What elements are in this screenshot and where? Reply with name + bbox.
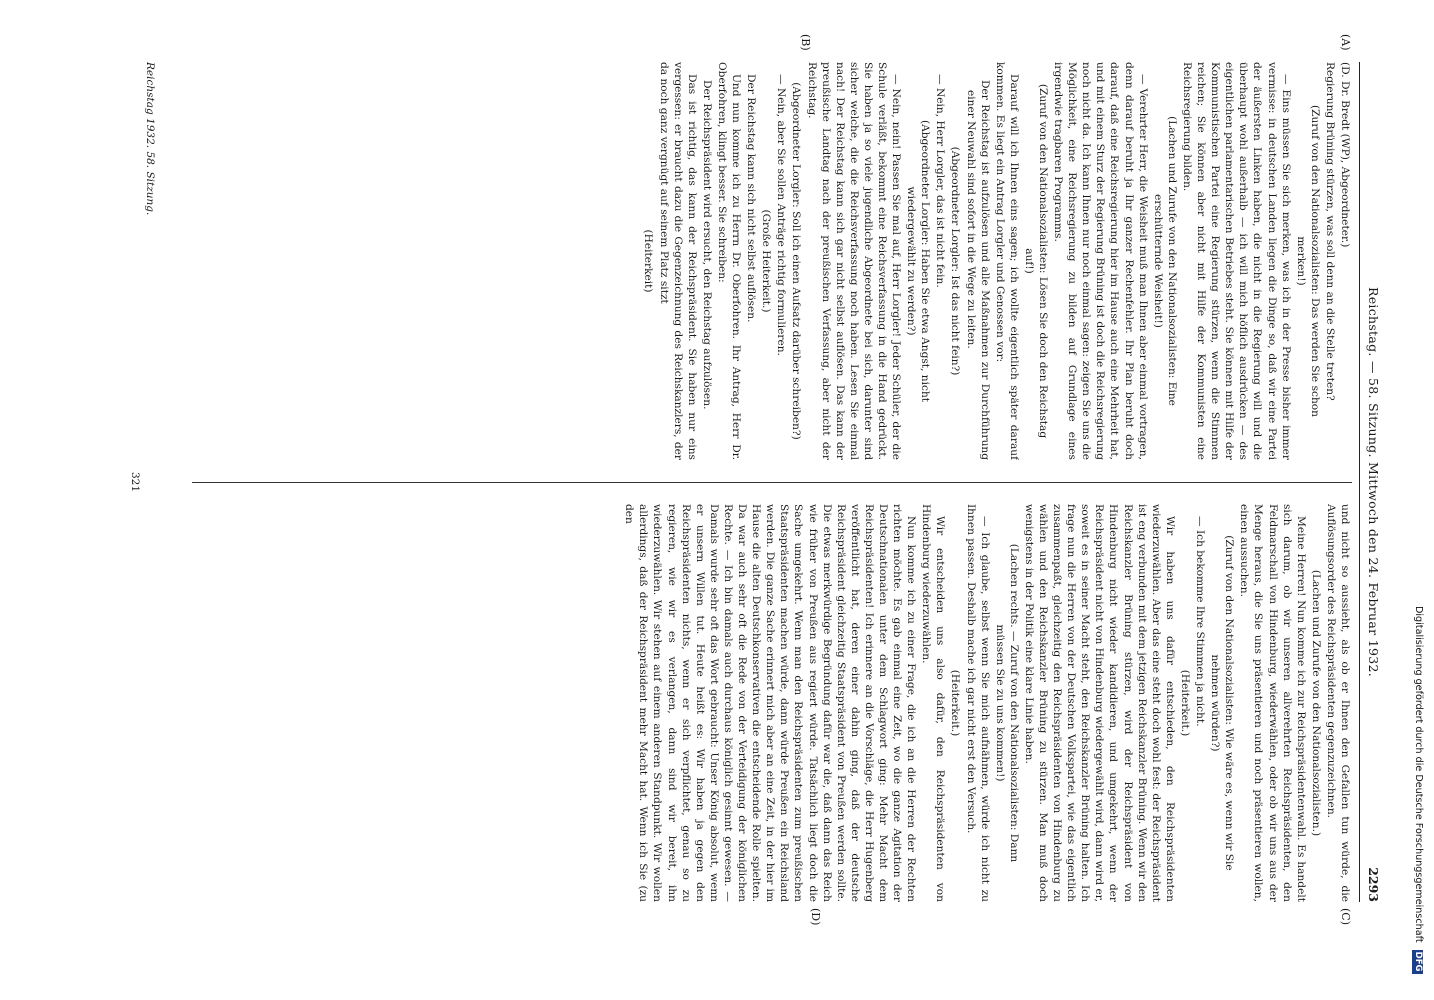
document-page bbox=[92, 34, 1382, 926]
footer-page-number: 321 bbox=[129, 471, 141, 493]
right-column-paragraph: Wir entscheiden uns also dafür, den Reichspräsidenten von Hindenburg wiederzuwählen. bbox=[920, 504, 947, 902]
digitization-credit bbox=[1412, 606, 1424, 974]
right-column-paragraph: Wir haben uns dafür entschieden, den Reichspräsidenten wiederzuwählen. Aber das eine steht doch wohl fest: der Reichspräsident ist eng verbunden mit dem jetzigen Reichskanzler Brüning. Wenn wir den Reichskanzler Brüning stürzen, wird der Reichspräsident von Hindenburg nicht wieder kandidieren, und umgekehrt, wenn der Reichspräsident nicht von Hindenburg wiedergewählt wird, dann wird er, soweit es in seiner Macht steht, den Reichskanzler Brüning halten. Ich frage nun die Herren von der Deutschen Volkspartei, wie das eigentlich zusammenpaßt, gleichzeitig den Reichspräsidenten von Hindenburg zu wählen und den Reichskanzler Brüning zu stürzen. Man muß doch wenigstens in der Politik eine klare Linie haben. bbox=[1022, 504, 1176, 902]
right-column-paragraph: (Heiterkeit.) bbox=[1178, 669, 1191, 737]
right-column-paragraph: — Ich glaube, selbst wenn Sie mich aufnähmen, würde ich nicht zu Ihnen passen. Deshalb mache ich gar nicht erst den Versuch. bbox=[964, 504, 991, 902]
header-page-number: 2293 bbox=[1366, 867, 1381, 902]
left-column-paragraph: Und nun komme ich zu Herrn Dr. Oberfohren. Ihr Antrag, Herr Dr. Oberfohren, klingt besser. Sie schreiben: bbox=[715, 62, 743, 460]
right-column-paragraph: und nicht so aussieht, als ob er Ihnen den Gefallen tun würde, die Auflösungsorder des Reichspräsidenten gegenzuzeichnen. bbox=[1324, 504, 1351, 902]
column-divider bbox=[192, 482, 1352, 483]
left-column-paragraph: (Große Heiterkeit.) bbox=[760, 209, 773, 313]
left-column-paragraph: (Heiterkeit) bbox=[642, 229, 655, 293]
left-column-paragraph: Der Reichstag ist aufzulösen und alle Maßnahmen zur Durchführung einer Neuwahl sind sofort in die Wege zu leiten. bbox=[964, 80, 991, 460]
left-column-paragraph: (Zuruf von den Nationalsozialisten: Lösen Sie doch den Reichstag auf!) bbox=[1022, 83, 1050, 439]
left-column-paragraph: — Nein, Herr Lorgler, das ist nicht fein. bbox=[934, 74, 947, 288]
right-column-paragraph: (Lachen rechts. — Zuruf von den Nationalsozialisten: Dann müssen Sie zu uns kommen!) bbox=[993, 543, 1020, 863]
header-title: Reichstag. — 58. Sitzung. Mittwoch den 24. Februar 1932. bbox=[1366, 286, 1381, 677]
left-text-column bbox=[202, 62, 1352, 460]
margin-mark-a: (A) bbox=[1339, 34, 1352, 51]
margin-mark-b: (B) bbox=[799, 34, 812, 51]
right-column-paragraph: (Zuruf von den Nationalsozialisten: Wie wäre es, wenn wir Sie nehmen würden?) bbox=[1209, 535, 1236, 871]
right-column-paragraph: Nun komme ich zu einer Frage, die ich an die Herren der Rechten richten möchte. Es gab einmal eine Zeit, wo die ganze Agitation der Deutschnationalen unter dem Schlagwort ging: Mehr Macht dem Reichspräsidenten! Ich erinnere an die Vorschläge, die Herr Hugenberg veröffentlicht hat, deren einer dahin ging, daß der deutsche Reichspräsident gleichzeitig Staatspräsident von Preußen werden sollte. Die etwas merkwürdige Begründung dafür war die, daß dann das Reich wie früher von Preußen aus regiert würde. Tatsächlich liegt doch die Sache umgekehrt. Wenn man den Reichspräsidenten zum preußischen Staatspräsidenten machen würde, dann würde Preußen ein Reichsland werden. Die ganze Sache erinnert mich aber an eine Zeit, in der hier im Hause die alten Deutschkonservativen die entscheidende Rolle spielten. Da war auch sehr oft die Rede von der Verteidigung der königlichen Rechte. — Ich bin damals auch durchaus königlich gesinnt gewesen. — Damals wurde sehr oft das Wort gebraucht: Unser König absolut, wenn er unsern Willen tut. Heute heißt es: Wir haben ja gegen den Reichspräsidenten nichts, wenn er sich verpflichtet, genau so zu regieren, wie wir es verlangen, dann sind wir bereit, ihn wiederzuwählen. Wir stehen auf einem anderen Standpunkt. Wir wollen allerdings, daß der Reichspräsident mehr Macht hat. Wenn ich Sie (zu den bbox=[623, 504, 918, 902]
left-column-paragraph: — Eins müssen Sie sich merken, was ich in der Presse bisher immer vermisse: in deutschen Landen liegen die Dinge so, daß wir eine Partei der äußersten Linken haben, die nicht in die Regierung will und die überhaupt wohl außerhalb — ich will mich höflich ausdrücken — des eigentlichen parlamentarischen Betriebes steht. Sie können mit Hilfe der Kommunistischen Partei eine Regierung stürzen, wenn die Stimmen reichen; Sie können aber nicht mit Hilfe der Kommunisten eine Reichsregierung bilden. bbox=[1180, 62, 1292, 460]
left-column-paragraph: (Lachen und Zurufe von den Nationalsozialisten: Eine erschütternde Weisheit!) bbox=[1151, 116, 1178, 406]
right-column-paragraph: (Lachen und Zurufe von den Nationalsozialisten.) bbox=[1309, 569, 1322, 837]
footer-session-note: Reichstag 1932. 58. Sitzung. bbox=[144, 62, 156, 216]
left-column-paragraph: (Abgeordneter Lorgler: Ist das nicht fein?) bbox=[949, 146, 962, 376]
margin-mark-d: (D) bbox=[809, 908, 822, 926]
left-column-paragraph: (D. Dr. Bredt (WP), Abgeordneter.) bbox=[1339, 62, 1351, 248]
left-column-paragraph: Der Reichspräsident wird ersucht, den Reichstag aufzulösen. bbox=[700, 80, 713, 410]
left-column-paragraph: (Zuruf von den Nationalsozialisten: Das werden Sie schon merken!) bbox=[1294, 105, 1321, 417]
left-column-paragraph: Regierung Brüning stürzen, was soll denn an die Stelle treten? bbox=[1323, 62, 1336, 401]
credit-text: Digitalisierung gefördert durch die Deutsche Forschungsgemeinschaft bbox=[1413, 606, 1424, 943]
right-column-paragraph: — Ich bekomme Ihre Stimmen ja nicht. bbox=[1194, 516, 1207, 727]
left-column-paragraph: — Verehrter Herr, die Weisheit muß man Ihnen aber einmal vortragen, denn darauf beruht ja Ihr ganzer Rechenfehler. Ihr Plan beruht doch darauf, daß eine Reichsregierung hier im Hause auch eine Mehrheit hat, und mit einem Sturz der Regierung Brüning ist doch die Reichsregierung noch nicht da. Ich kann Ihnen nur noch einmal sagen: zeigen Sie uns die Möglichkeit, eine Reichsregierung zu bilden auf Grundlage eines irgendwie tragbaren Programms. bbox=[1052, 62, 1149, 460]
left-column-paragraph: (Abgeordneter Lorgler: Haben Sie etwa Angst, nicht wiedergewählt zu werden?) bbox=[905, 119, 932, 403]
left-column-paragraph: — Nein, aber Sie sollen Anträge richtig formulieren. bbox=[775, 74, 788, 356]
left-column-paragraph: — Nein, nein! Passen Sie mal auf, Herr Lorgler! Jeder Schüler, der die Schule verläßt, bekommt eine Reichsverfassung in die Hand gedrückt. Sie haben ja so viele jugendliche Abgeordnete bei sich, darunter sind sicher welche, die die Reichsverfassung noch haben. Lesen Sie einmal nach! Der Reichstag kann sich gar nicht selbst auflösen. Das kann der preußische Landtag nach der preußischen Verfassung, aber nicht der Reichstag. bbox=[805, 62, 903, 460]
right-text-column bbox=[202, 504, 1352, 902]
left-column-paragraph: Darauf will ich Ihnen eins sagen; ich wollte eigentlich später darauf kommen. Es liegt ein Antrag Lorgler und Genossen vor: bbox=[993, 62, 1020, 460]
right-column-paragraph: (Heiterkeit.) bbox=[949, 669, 962, 737]
right-column-paragraph: Meine Herren! Nun komme ich zur Reichspräsidentenwahl. Es handelt sich darum, ob wir unseren allverehrten Reichspräsidenten, den Feldmarschall von Hindenburg, wiederwählen, oder ob wir uns aus der Menge heraus, die Sie uns präsentieren und noch präsentieren wollen, einen aussuchen. bbox=[1238, 504, 1307, 902]
dfg-logo: DFG bbox=[1413, 951, 1423, 972]
margin-mark-c: (C) bbox=[1339, 908, 1352, 925]
left-column-paragraph: Das ist richtig, das kann der Reichspräsident. Sie haben nur eins vergessen: er braucht dazu die Gegenzeichnung des Reichskanzlers, der da noch ganz vergnügt auf seinem Platz sitzt bbox=[657, 62, 698, 460]
page-header bbox=[1359, 62, 1382, 902]
left-column-paragraph: Der Reichstag kann sich nicht selbst auflösen. bbox=[745, 74, 758, 323]
left-column-paragraph: (Abgeordneter Lorgler: Soll ich einen Aufsatz darüber schreiben?) bbox=[790, 82, 803, 440]
